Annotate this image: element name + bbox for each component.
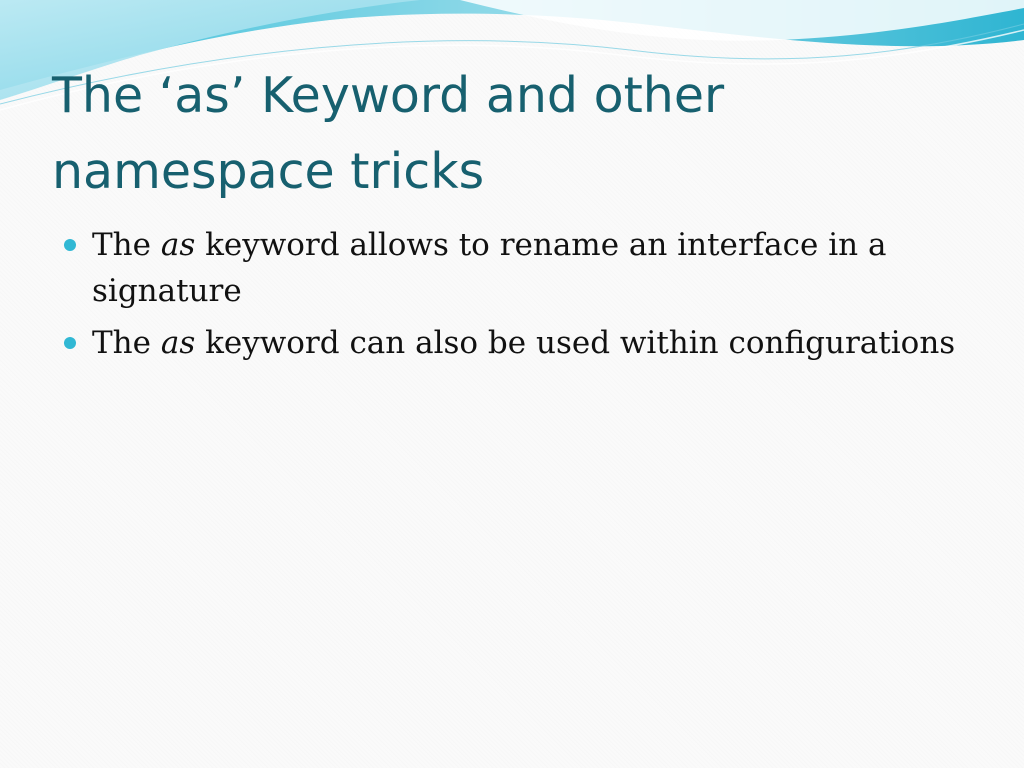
- bullet-text-rest: keyword can also be used within configurations: [195, 325, 956, 361]
- slide-title-line-1: The ‘as’ Keyword and other: [52, 67, 725, 124]
- bullet-marker-icon: [64, 239, 76, 251]
- bullet-list: [64, 222, 994, 372]
- bullet-text-keyword: as: [160, 227, 196, 263]
- bullet-text-prefix: The: [92, 325, 161, 361]
- bullet-marker-icon: [64, 337, 76, 349]
- bullet-text-rest: keyword allows to rename an interface in a signature: [92, 227, 887, 309]
- bullet-item: [64, 222, 994, 314]
- bullet-item: [64, 320, 994, 366]
- slide-title-line-2: namespace tricks: [52, 143, 485, 200]
- bullet-text-prefix: The: [92, 227, 161, 263]
- bullet-text-keyword: as: [160, 325, 196, 361]
- slide-title: [52, 58, 992, 210]
